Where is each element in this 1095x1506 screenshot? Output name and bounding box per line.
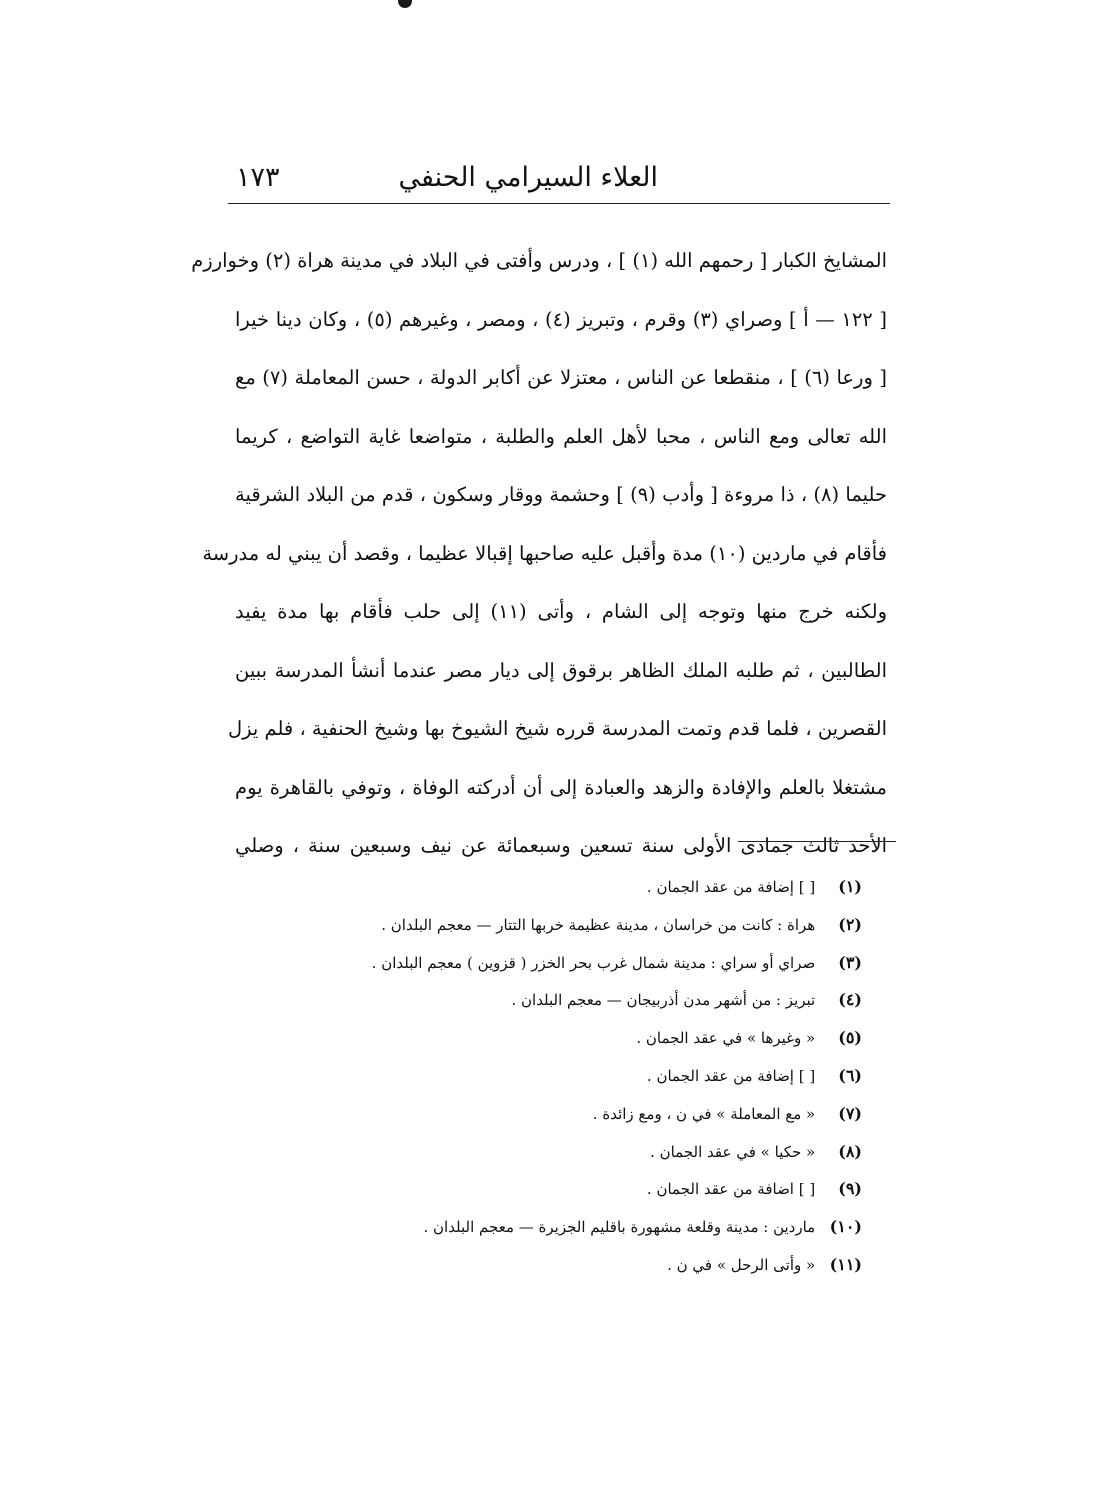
footnote-number: (٥) xyxy=(838,1028,862,1048)
page-number: ١٧٣ xyxy=(236,162,280,193)
footnote xyxy=(300,944,862,982)
footnote-number: (٩) xyxy=(838,1179,862,1199)
footnote xyxy=(300,1019,862,1057)
body-line: الطالبين ، ثم طلبه الملك الظاهر برقوق إلى ديار مصر عندما أنشأ المدرسة ببين xyxy=(235,658,887,682)
footnote-number: (٢) xyxy=(838,914,862,934)
footnote xyxy=(300,981,862,1019)
footnote-text: [ ] اضافة من عقد الجمان . xyxy=(646,1180,816,1199)
footnote xyxy=(300,1208,862,1246)
footnote-text: « وأتى الرحل » في ن . xyxy=(667,1255,816,1274)
body-line: مشتغلا بالعلم والإفادة والزهد والعبادة إلى أن أدركته الوفاة ، وتوفي بالقاهرة يوم xyxy=(235,775,887,799)
footnote-text: صراي أو سراي : مدينة شمال غرب بحر الخزر ( قزوين ) معجم البلدان . xyxy=(371,953,816,972)
top-margin-mark xyxy=(398,0,412,8)
footnote-number: (٤) xyxy=(838,990,862,1010)
body-line: [ ورعا (٦) ] ، منقطعا عن الناس ، معتزلا عن أكابر الدولة ، حسن المعاملة (٧) مع xyxy=(235,366,887,389)
footnote xyxy=(300,868,862,906)
footnote xyxy=(300,1170,862,1208)
footnote-text: « حكيا » في عقد الجمان . xyxy=(650,1142,816,1161)
running-title: العلاء السيرامي الحنفي xyxy=(398,162,658,193)
footnote xyxy=(300,1057,862,1095)
footnote-number: (١٠) xyxy=(829,1217,862,1237)
body-line: الأحد ثالث جمادى الأولى سنة تسعين وسبعمائة عن نيف وسبعين سنة ، وصلي xyxy=(235,834,887,857)
footnote xyxy=(300,1246,862,1284)
footnote-number: (١١) xyxy=(829,1254,862,1274)
header-rule xyxy=(228,203,890,204)
body-line: فأقام في ماردين (١٠) مدة وأقبل عليه صاحبها إقبالا عظيما ، وقصد أن يبني له مدرسة xyxy=(202,541,887,565)
footnote-text: [ ] إضافة من عقد الجمان . xyxy=(646,1066,816,1085)
footnote xyxy=(300,1095,862,1133)
footnote-text: تبريز : من أشهر مدن أذربيجان — معجم البلدان . xyxy=(511,991,816,1010)
page-header xyxy=(228,158,890,198)
footnote-text: « وغيرها » في عقد الجمان . xyxy=(636,1029,816,1048)
footnote-text: « مع المعاملة » في ن ، ومع زائدة . xyxy=(592,1104,816,1123)
footnote-number: (١) xyxy=(838,877,862,896)
body-line: ولكنه خرج منها وتوجه إلى الشام ، وأتى (١١) إلى حلب فأقام بها مدة يفيد xyxy=(235,600,887,623)
footnote-number: (٨) xyxy=(838,1141,862,1161)
body-line: [ ١٢٢ — أ ] وصراي (٣) وقرم ، وتبريز (٤) ، ومصر ، وغيرهم (٥) ، وكان دينا خيرا xyxy=(235,307,887,331)
footnote-rule xyxy=(738,841,896,842)
body-line: الله تعالى ومع الناس ، محبا لأهل العلم والطلبة ، متواضعا غاية التواضع ، كريما xyxy=(235,424,887,448)
footnote-text: [ ] إضافة من عقد الجمان . xyxy=(646,878,816,896)
footnote xyxy=(300,906,862,944)
footnote-text: هراة : كانت من خراسان ، مدينة عظيمة خربها التتار — معجم البلدان . xyxy=(381,915,816,934)
footnote-number: (٧) xyxy=(838,1103,862,1123)
footnote-number: (٦) xyxy=(838,1065,862,1085)
footnote-text: ماردين : مدينة وقلعة مشهورة باقليم الجزيرة — معجم البلدان . xyxy=(423,1218,816,1237)
body-text xyxy=(191,232,887,876)
body-line: القصرين ، فلما قدم وتمت المدرسة قرره شيخ الشيوخ بها وشيخ الحنفية ، فلم يزل xyxy=(227,717,887,740)
footnotes xyxy=(300,868,862,1284)
body-line: المشايخ الكبار [ رحمهم الله (١) ] ، ودرس وأفتى في البلاد في مدينة هراة (٢) وخوارزم xyxy=(191,249,887,272)
body-line: حليما (٨) ، ذا مروءة [ وأدب (٩) ] وحشمة ووقار وسكون ، قدم من البلاد الشرقية xyxy=(235,483,887,506)
footnote-number: (٣) xyxy=(838,952,862,972)
footnote xyxy=(300,1133,862,1171)
